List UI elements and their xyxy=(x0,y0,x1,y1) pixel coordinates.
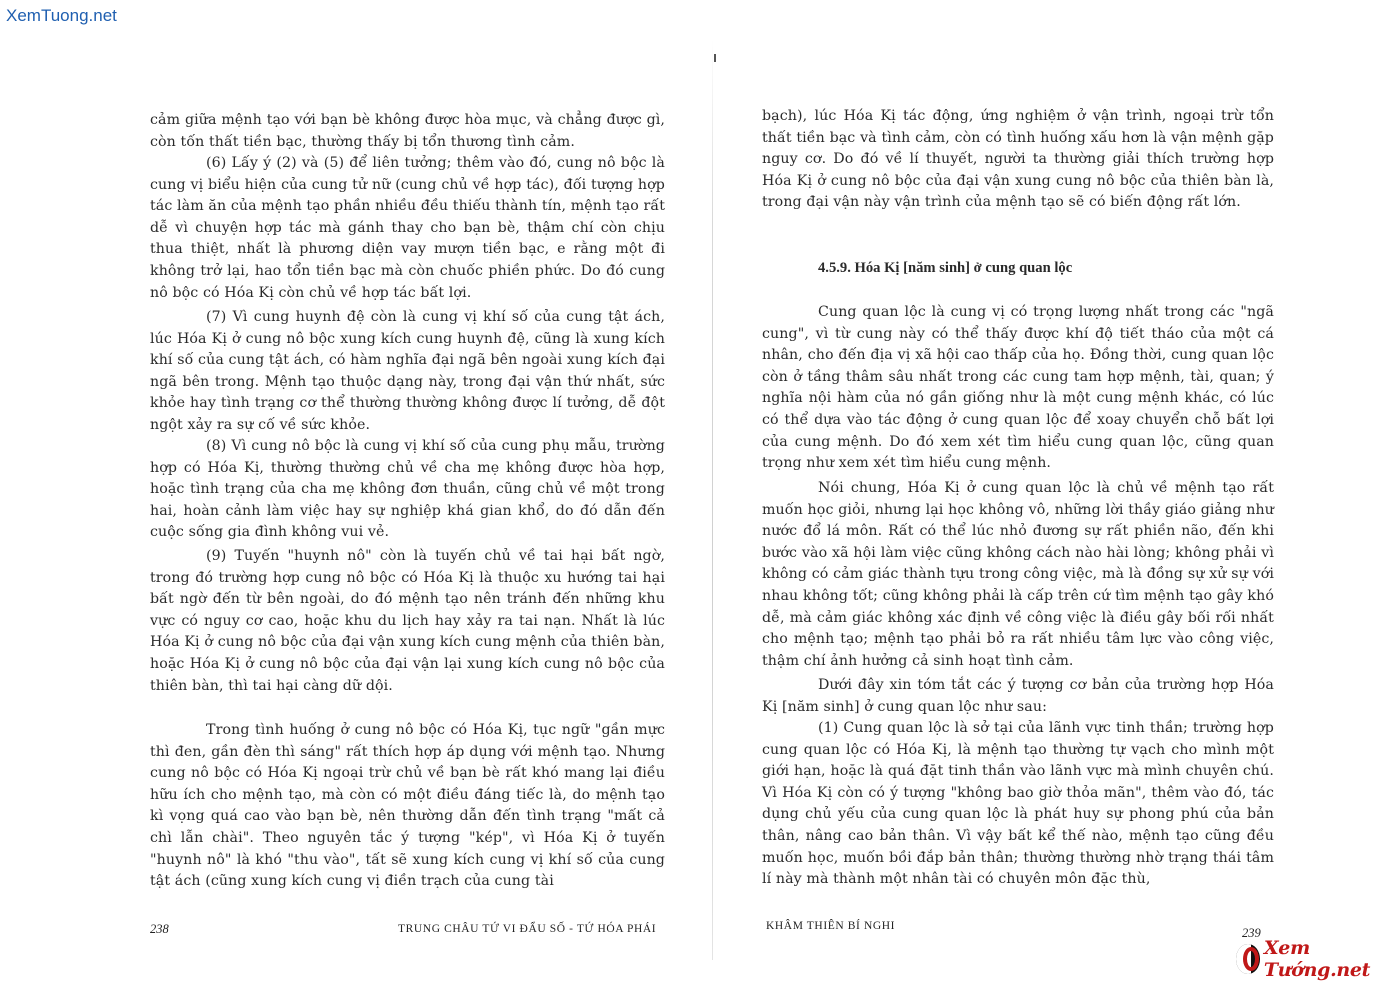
book-gutter xyxy=(712,40,713,960)
left-paragraph-summary: Trong tình huống ở cung nô bộc có Hóa Kị, tục ngữ "gần mực thì đen, gần đèn thì sáng" rất thích hợp áp dụng với mệnh tạo. Nhưng cung nô bộc có Hóa Kị ngoại trừ chủ về bạn bè rất khó mang lại điều hữu ích cho mệnh tạo, mà còn có một điều đáng tiếc là, do mệnh tạo kì vọng quá cao vào bạn bè, nên thường dẫn đến tình trạng "mất cả chì lẫn chài". Theo nguyên tắc ý tượng "kép", vì Hóa Kị ở tuyến "huynh nô" là khó "thu vào", tất sẽ xung kích cung vị khí số của cung tật ách (cũng xung kích cung vị điền trạch của cung tài xyxy=(150,722,665,890)
left-paragraph-item-9: (9) Tuyến "huynh nô" còn là tuyến chủ về tai hại bất ngờ, trong đó trường hợp cung nô bộc có Hóa Kị là thuộc xu hướng tai hại bất ngờ đến từ bên ngoài, do đó mệnh tạo nên tránh đến những khu vực có nguy cơ cao, hoặc khu du lịch hay xảy ra tai nạn. Nhất là lúc Hóa Kị ở cung nô bộc của đại vận xung kích cung mệnh của thiên bàn, hoặc Hóa Kị ở cung nô bộc của đại vận lại xung kích cung nô bộc của thiên bàn, thì tai hại càng dữ dội. xyxy=(150,548,665,694)
yin-yang-icon xyxy=(1236,944,1260,974)
left-paragraph-item-6: (6) Lấy ý (2) và (5) để liên tưởng; thêm vào đó, cung nô bộc là cung vị biểu hiện của cung tử nữ (cung chủ về hợp tác), đối tượng hợp tác làm ăn của mệnh tạo phần nhiều đều thiếu thành tín, mệnh tạo rất dễ vì chuyện hợp tác mà gánh thay cho bạn bè, thậm chí còn chịu thua thiệt, nhất là phương diện vay mượn tiền bạc, e rằng một đi không trở lại, hao tổn tiền bạc mà còn chuốc phiền phức. Do đó cung nô bộc có Hóa Kị còn chủ về hợp tác bất lợi. xyxy=(150,155,665,301)
gutter-mark xyxy=(714,54,716,62)
left-paragraph-item-7: (7) Vì cung huynh đệ còn là cung vị khí số của cung tật ách, lúc Hóa Kị ở cung nô bộc xung kích cung huynh đệ, cũng là xung kích khí số của cung tật ách, có hàm nghĩa đại ngã bên ngoài xung kích đại ngã bên trong. Mệnh tạo thuộc dạng này, trong đại vận thứ nhất, sức khỏe hay tình trạng cơ thể thường thường không được lí tưởng, dễ đột ngột xảy ra sự cố về sức khỏe. xyxy=(150,309,665,433)
right-paragraph-general: Nói chung, Hóa Kị ở cung quan lộc là chủ về mệnh tạo rất muốn học giỏi, nhưng lại học không vô, những lời thầy giáo giảng như nước đổ lá môn. Rất có thể lúc nhỏ đương sự rất phiền não, đến khi bước vào xã hội làm việc cũng không cách nào hài lòng; không phải vì không có cảm giác thành tựu trong công việc, mà là đồng sự xử sự với nhau không tốt; cũng không phải là cấp trên cứ tìm mệnh tạo gây khó dễ, mà cảm giác không xác định về công việc là điều gây bối rối nhất cho mệnh tạo; mệnh tạo phải bỏ ra rất nhiều tâm lực vào công việc, thậm chí ảnh hưởng cả sinh hoạt tình cảm. xyxy=(762,480,1274,669)
site-watermark[interactable]: XemTuong.net xyxy=(6,6,117,25)
left-paragraph-continuation: cảm giữa mệnh tạo với bạn bè không được hòa mục, và chẳng được gì, còn tốn thất tiền bạc, thường thấy bị tổn thương tình cảm. xyxy=(150,112,665,150)
left-paragraph-item-8: (8) Vì cung nô bộc là cung vị khí số của cung phụ mẫu, trường hợp có Hóa Kị, thường thường chủ về cha mẹ không được hòa hợp, hoặc tình trạng của cha mẹ không đơn thuần, cũng chủ về một trong hai, hoàn cảnh làm việc hay sự nghiệp khá gian khổ, do đó dẫn đến cuộc sống gia đình không vui vẻ. xyxy=(150,438,665,541)
left-running-title: TRUNG CHÂU TỨ VI ĐẨU SỐ - TỨ HÓA PHÁI xyxy=(398,923,657,935)
site-logo-text: Xem Tướng.net xyxy=(1263,937,1371,981)
right-paragraph-continuation: bạch), lúc Hóa Kị tác động, ứng nghiệm ở vận trình, ngoại trừ tổn thất tiền bạc và tình cảm, còn có tình huống xấu hơn là vận mệnh gặp nguy cơ. Do đó về lí thuyết, người ta thường giải thích trường hợp Hóa Kị ở cung nô bộc của đại vận xung cung nô bộc của thiên bàn là, trong đại vận này vận trình của mệnh tạo sẽ có biến động rất lớn. xyxy=(762,108,1274,211)
right-paragraph-intro: Cung quan lộc là cung vị có trọng lượng nhất trong các "ngã cung", vì từ cung này có thể thấy được khí độ tiết tháo của một cá nhân, cho đến địa vị xã hội cao thấp của họ. Đồng thời, cung quan lộc còn ở tầng thâm sâu nhất trong các cung tam hợp mệnh, tài, quan; ý nghĩa nội hàm của nó gần giống như là một cung mệnh khác, có lúc có thể dựa vào tác động ở cung quan lộc để xoay chuyển chỗ bất lợi của cung mệnh. Do đó xem xét tìm hiểu cung quan lộc, cũng quan trọng như xem xét tìm hiểu cung mệnh. xyxy=(762,304,1274,472)
right-paragraph-summary-lead: Dưới đây xin tóm tắt các ý tượng cơ bản của trường hợp Hóa Kị [năm sinh] ở cung quan lộc như sau: xyxy=(762,677,1274,715)
right-running-title: KHÂM THIÊN BÍ NGHI xyxy=(766,920,896,932)
right-page-number: 239 xyxy=(1242,926,1261,940)
left-page-number: 238 xyxy=(150,922,169,936)
site-logo[interactable] xyxy=(1236,937,1390,981)
right-paragraph-item-1: (1) Cung quan lộc là sở tại của lãnh vực tinh thần; trường hợp cung quan lộc có Hóa Kị, là mệnh tạo thường tự vạch cho mình một giới hạn, hoặc là quá đặt tinh thần vào lãnh vực mà mình chuyên chú. Vì Hóa Kị còn có ý tượng "không bao giờ thỏa mãn", thêm vào đó, tác dụng chủ yếu của cung quan lộc là phát huy sự phong phú của bản thân, nâng cao bản thân. Vì vậy bất kể thế nào, mệnh tạo cũng đều muốn học, muốn bồi đắp bản thân; thường thường nhờ trạng thái tâm lí này mà thành một nhân tài có chuyên môn đặc thù, xyxy=(762,720,1274,888)
section-heading: 4.5.9. Hóa Kị [năm sinh] ở cung quan lộc xyxy=(818,260,1073,276)
